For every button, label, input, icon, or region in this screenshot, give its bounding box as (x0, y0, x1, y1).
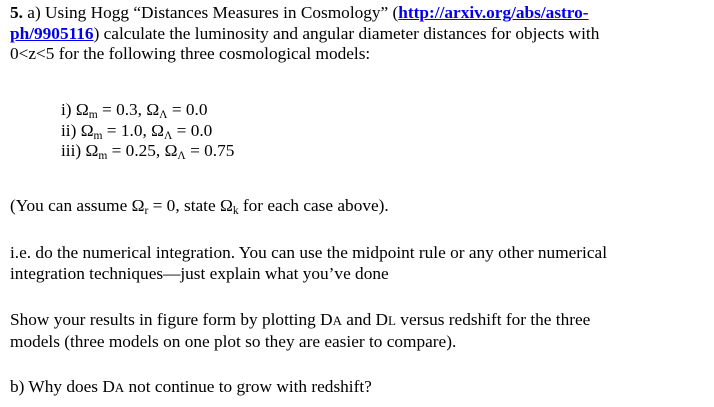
omega-m-symbol: Ω (85, 141, 99, 160)
plot-post-text: versus redshift for the three (395, 310, 591, 329)
omega-m-subscript: m (98, 150, 108, 162)
omega-m-subscript: m (93, 129, 103, 142)
omega-k-subscript: k (232, 205, 239, 217)
part-a-intro-text: a) Using Hogg “Distances Measures in Cosmology” ( (22, 3, 399, 22)
integration-line2: integration techniques—just explain what you’ve done (10, 263, 389, 283)
dl-subscript: L (388, 313, 396, 328)
omega-m-value: = 0.25, (107, 141, 165, 160)
part-b-post-text: not continue to grow with redshift? (124, 377, 372, 396)
model-label: ii) (61, 120, 77, 140)
omega-lambda-symbol: Ω (151, 120, 164, 140)
assume-pre-text: (You can assume (10, 196, 132, 215)
omega-m-symbol: Ω (80, 120, 94, 140)
da-subscript: A (332, 313, 342, 328)
omega-lambda-value: = 0.0 (167, 100, 208, 119)
omega-m-value: = 1.0, (102, 120, 152, 140)
assume-post-text: for each case above). (238, 196, 389, 215)
omega-lambda-subscript: Λ (159, 109, 168, 121)
omega-r-subscript: r (144, 205, 149, 217)
intro-rest-text: ) calculate the luminosity and angular diameter distances for objects with (93, 23, 600, 43)
assumption-note (10, 196, 389, 219)
omega-m-value: = 0.3, (97, 100, 147, 119)
omega-lambda-symbol: Ω (146, 100, 160, 119)
arxiv-link-line1: http://arxiv.org/abs/astro- (398, 3, 589, 22)
omega-lambda-subscript: Λ (177, 150, 186, 162)
problem-number: 5. (10, 3, 23, 22)
omega-lambda-subscript: Λ (163, 129, 173, 142)
model-label: i) (61, 100, 72, 119)
integration-instructions (10, 243, 607, 284)
part-b-question (10, 377, 372, 399)
model-label: iii) (61, 141, 82, 160)
omega-lambda-value: = 0.75 (185, 141, 235, 160)
plot-line2: models (three models on one plot so they are easier to compare). (10, 331, 457, 351)
model-item (61, 122, 234, 143)
omega-m-symbol: Ω (75, 100, 89, 119)
plot-instructions (10, 310, 590, 352)
model-item (61, 142, 234, 163)
part-b-pre-text: b) Why does D (10, 377, 115, 396)
omega-lambda-symbol: Ω (164, 141, 178, 160)
plot-mid-text: and D (341, 310, 389, 329)
plot-pre-text: Show your results in figure form by plotting D (10, 310, 333, 329)
intro-redshift-range: 0<z<5 for the following three cosmological models: (10, 44, 371, 63)
omega-r-symbol: Ω (131, 196, 145, 215)
assume-mid-text: = 0, state (148, 196, 220, 215)
problem-intro (10, 3, 599, 65)
omega-m-subscript: m (88, 109, 98, 121)
omega-k-symbol: Ω (219, 196, 233, 215)
part-b-da-subscript: A (114, 380, 125, 395)
integration-line1: i.e. do the numerical integration. You can use the midpoint rule or any other numerical (10, 243, 608, 262)
model-item (61, 101, 234, 122)
omega-lambda-value: = 0.0 (172, 120, 213, 140)
arxiv-link-line2: ph/9905116 (10, 23, 94, 43)
cosmological-models-list (10, 101, 234, 163)
